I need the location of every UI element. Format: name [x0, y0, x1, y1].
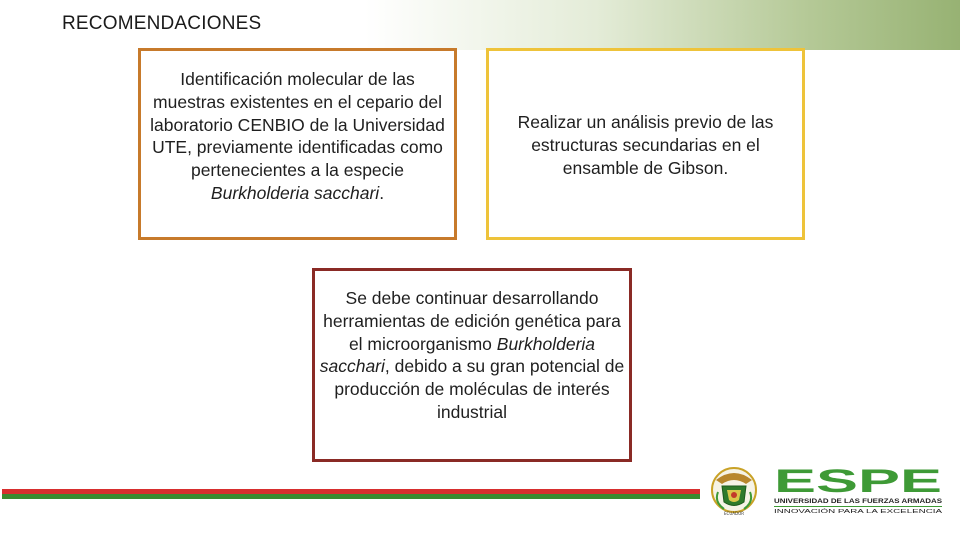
footer-stripe-green: [2, 494, 700, 499]
recommendation-box-3: [312, 268, 632, 462]
recommendation-3-text: Se debe continuar desarrollando herramientas de edición genética para el microorganismo Burkholderia sacchari, debido a su gran potencial de producción de moléculas de interés industrial: [319, 288, 625, 422]
slide-title: RECOMENDACIONES: [62, 13, 262, 34]
recommendation-2-text: Realizar un análisis previo de las estructuras secundarias en el ensamble de Gibson.: [517, 112, 774, 178]
species-name: Burkholderia sacchari: [210, 182, 380, 203]
recommendation-1-text: Identificación molecular de las muestras existentes en el cepario del laboratorio CENBIO de la Universidad UTE, previamente identificadas como pertenecientes a la especie Burkholderia sacchari.: [150, 69, 445, 203]
seal-caption: ECUADOR: [724, 511, 744, 516]
recommendation-box-2: [486, 48, 805, 240]
logo-wordmark: ESPE: [774, 463, 942, 499]
logo-subtitle: UNIVERSIDAD DE LAS FUERZAS ARMADAS: [774, 498, 943, 505]
species-name: Burkholderia sacchari: [319, 333, 596, 377]
logo-divider: [774, 506, 942, 507]
recommendation-box-1: [138, 48, 457, 240]
logo-tagline: INNOVACIÓN PARA LA EXCELENCIA: [774, 509, 860, 515]
espe-logo: [704, 462, 956, 518]
university-seal-icon: [712, 468, 756, 516]
